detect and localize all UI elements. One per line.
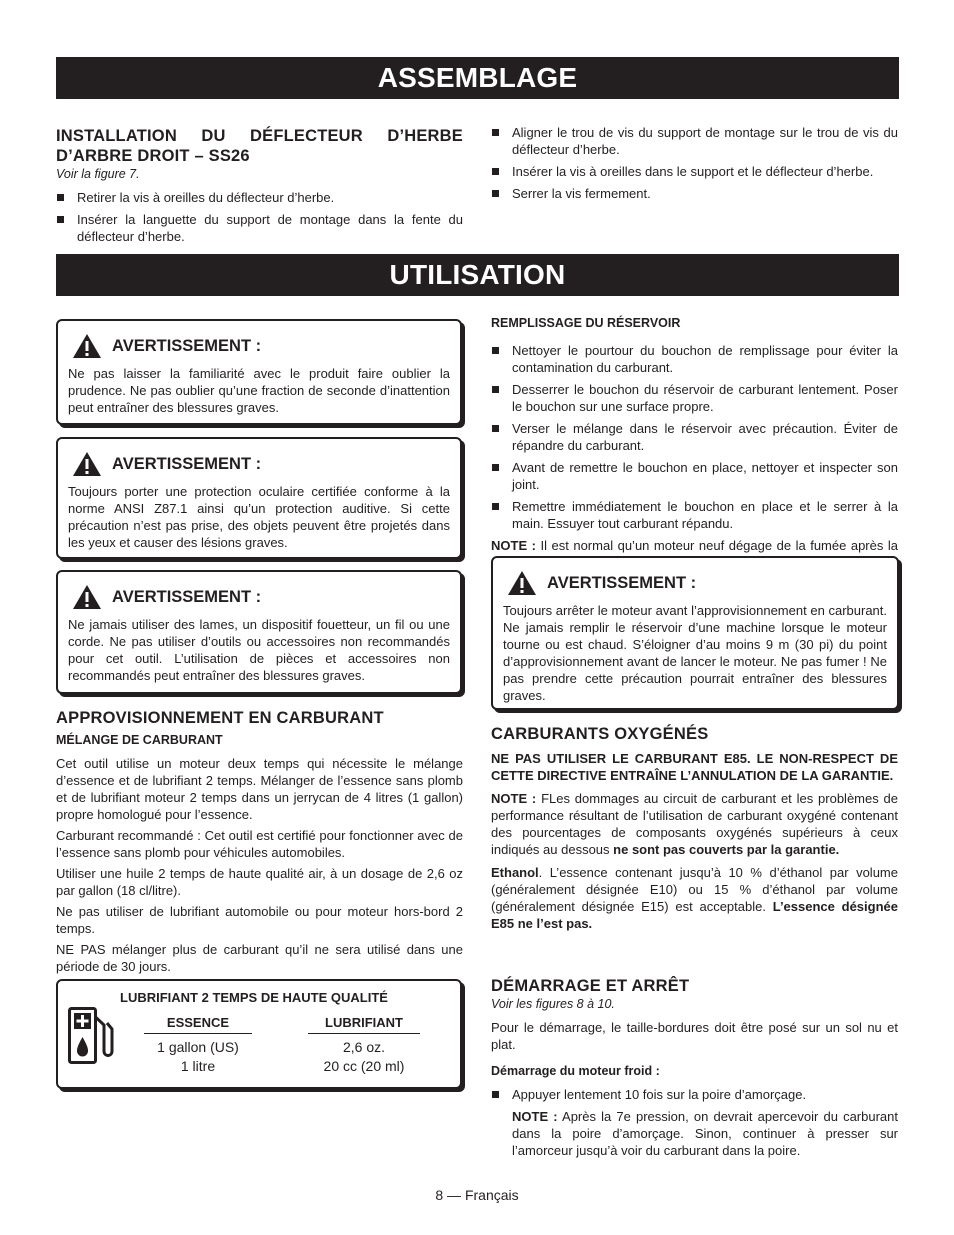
warning-box-refuel — [491, 556, 899, 710]
oxygenated-fuel-section — [491, 724, 898, 936]
oxygenated-warning: NE PAS UTILISER LE CARBURANT E85. LE NON-RESPECT DE CETTE DIRECTIVE ENTRAÎNE L’ANNULATION DE LA GARANTIE. — [491, 751, 898, 783]
utilisation-banner: UTILISATION — [56, 254, 899, 296]
oxygenated-fuel-title: CARBURANTS OXYGÉNÉS — [491, 725, 709, 743]
fuel-table-col-gasoline — [144, 1014, 252, 1076]
refill-list — [491, 342, 898, 532]
warning-title: AVERTISSEMENT : — [112, 587, 262, 606]
fuel-table-cell: 1 gallon (US) — [157, 1039, 239, 1055]
list-item: Serrer la vis fermement. — [491, 185, 898, 202]
warning-header — [68, 584, 450, 610]
assemblage-left-column — [56, 126, 463, 250]
start-figure-ref: Voir les figures 8 à 10. — [491, 997, 615, 1011]
warning-title: AVERTISSEMENT : — [547, 573, 697, 592]
ethanol-text: . L’essence contenant jusqu’à 10 % d’éthanol par volume (généralement désignée E10) ou 15 % d’éthanol par volume (généralement désignée E15) est acceptable. — [491, 865, 898, 914]
fuel-title: APPROVISIONNEMENT EN CARBURANT — [56, 709, 384, 727]
list-item: Remettre immédiatement le bouchon en place et le serrer à la main. Essuyer tout carburant répandu. — [491, 498, 898, 532]
fuel-table-col-lubricant — [308, 1014, 420, 1076]
cold-start-title: Démarrage du moteur froid : — [491, 1064, 660, 1078]
assemblage-title-line1: INSTALLATION DU DÉFLECTEUR D’HERBE — [56, 127, 463, 145]
list-item: Aligner le trou de vis du support de montage sur le trou de vis du déflecteur d’herbe. — [491, 124, 898, 158]
start-paragraph: Pour le démarrage, le taille-bordures doit être posé sur un sol nu et plat. — [491, 1020, 898, 1052]
fuel-subtitle: MÉLANGE DE CARBURANT — [56, 733, 223, 747]
warning-triangle-icon — [507, 570, 537, 596]
list-item: Insérer la vis à oreilles dans le support et le déflecteur d’herbe. — [491, 163, 898, 180]
warning-header — [68, 333, 450, 359]
refill-title: REMPLISSAGE DU RÉSERVOIR — [491, 316, 681, 330]
cold-start-note — [491, 1108, 898, 1159]
warning-box-accessories — [56, 570, 462, 694]
warning-triangle-icon — [72, 451, 102, 477]
ethanol-paragraph — [491, 864, 898, 932]
note-label: NOTE : — [491, 791, 537, 806]
note-text: Il est normal qu’un moteur neuf dégage de la fumée après la — [540, 538, 899, 553]
note-label: NOTE : — [512, 1109, 558, 1124]
fuel-paragraph: NE PAS mélanger plus de carburant qu’il ne sera utilisé dans une période de 30 jours. — [56, 942, 463, 974]
note-text: FLes dommages au circuit de carburant et les problèmes de performance résultant de l’utilisation de carburant oxygéné contenant des pourcentages de composants oxygénés supérieurs à ceux indiqués au dessous — [491, 791, 898, 857]
fuel-paragraph: Cet outil utilise un moteur deux temps qui nécessite le mélange d’essence et de lubrifiant 2 temps. Mélanger de l’essence sans plomb et de lubrifiant moteur 2 temps dans un jerrycan de 4 litres (1 gallon) propre homologué pour l’essence. — [56, 756, 463, 822]
note-bold-end: ne sont pas couverts par la garantie. — [613, 842, 840, 857]
assemblage-figure-ref: Voir la figure 7. — [56, 167, 140, 181]
fuel-table-header: ESSENCE — [144, 1014, 252, 1034]
list-item: Desserrer le bouchon du réservoir de carburant lentement. Poser le bouchon sur une surface propre. — [491, 381, 898, 415]
note-label: NOTE : — [491, 538, 536, 553]
assemblage-left-list — [56, 189, 463, 245]
warning-box-familiarity — [56, 319, 462, 425]
oxygenated-note — [491, 790, 898, 858]
warning-box-eye-protection — [56, 437, 462, 559]
assemblage-right-column — [491, 124, 898, 207]
warning-text: Toujours porter une protection oculaire certifiée conforme à la norme ANSI Z87.1 ainsi qu’un protection auditive. Si cette précaution n’est pas prise, des objets peuvent être projetés dans les yeux et causer des lésions graves. — [68, 484, 450, 550]
warning-header — [68, 451, 450, 477]
fuel-table-cell: 20 cc (20 ml) — [323, 1058, 405, 1074]
start-stop-section — [491, 976, 898, 1163]
warning-title: AVERTISSEMENT : — [112, 336, 262, 355]
list-item: Appuyer lentement 10 fois sur la poire d’amorçage. — [491, 1086, 898, 1103]
list-item: Avant de remettre le bouchon en place, nettoyer et inspecter son joint. — [491, 459, 898, 493]
list-item: Insérer la languette du support de montage dans la fente du déflecteur d’herbe. — [56, 211, 463, 245]
fuel-pump-icon — [68, 1007, 114, 1065]
list-item: Nettoyer le pourtour du bouchon de remplissage pour éviter la contamination du carburant. — [491, 342, 898, 376]
assemblage-banner: ASSEMBLAGE — [56, 57, 899, 99]
cold-start-list — [491, 1086, 898, 1103]
warning-text: Ne pas laisser la familiarité avec le produit faire oublier la prudence. Ne pas oublier qu’une fraction de seconde d’inattention peut entraîner des blessures graves. — [68, 366, 450, 415]
warning-triangle-icon — [72, 333, 102, 359]
warning-text: Toujours arrêter le moteur avant l’approvisionnement en carburant. Ne jamais remplir le réservoir d’une machine lorsque le moteur tourne ou est chaud. S’éloigner d’au moins 9 m (30 pi) du point d’approvisionnement avant de lancer le moteur. Ne pas fumer ! Ne pas prendre cette précaution pourrait entraîner des blessures graves. — [503, 603, 887, 703]
warning-triangle-icon — [72, 584, 102, 610]
fuel-paragraph: Ne pas utiliser de lubrifiant automobile ou pour moteur hors-bord 2 temps. — [56, 904, 463, 936]
page-number: 8 — Français — [435, 1187, 519, 1203]
warning-title: AVERTISSEMENT : — [112, 454, 262, 473]
assemblage-title-line2: D’ARBRE DROIT – SS26 — [56, 147, 250, 165]
warning-header — [503, 570, 887, 596]
fuel-table-cell: 2,6 oz. — [342, 1039, 386, 1055]
list-item: Verser le mélange dans le réservoir avec précaution. Éviter de répandre du carburant. — [491, 420, 898, 454]
page-footer — [0, 1187, 954, 1204]
fuel-paragraph: Utiliser une huile 2 temps de haute qualité air, à un dosage de 2,6 oz par gallon (18 cl/litre). — [56, 866, 463, 898]
warning-text: Ne jamais utiliser des lames, un dispositif fouetteur, un fil ou une corde. Ne pas utiliser d’outils ou accessoires non recommandés pour cet outil. L’utilisation de pièces et accessoires non recommandés peut entraîner des blessures graves. — [68, 617, 450, 683]
ethanol-label: Ethanol — [491, 865, 539, 880]
start-stop-title: DÉMARRAGE ET ARRÊT — [491, 977, 690, 995]
ethanol-bold-end: L’essence désignée E85 ne l’est pas. — [491, 899, 898, 931]
fuel-mix-table — [56, 979, 462, 1089]
refill-section — [491, 315, 898, 575]
fuel-paragraph: Carburant recommandé : Cet outil est certifié pour fonctionner avec de l’essence sans plomb pour véhicules automobiles. — [56, 828, 463, 860]
assemblage-title — [56, 126, 463, 166]
note-text: Après la 7e pression, on devrait apercevoir du carburant dans la poire d’amorçage. Sinon, continuer à presser sur l’amorceur jusqu’à voir du carburant dans la poire. — [512, 1109, 898, 1158]
fuel-table-title: LUBRIFIANT 2 TEMPS DE HAUTE QUALITÉ — [120, 990, 388, 1005]
fuel-section — [56, 708, 463, 979]
assemblage-right-list — [491, 124, 898, 202]
fuel-table-header: LUBRIFIANT — [308, 1014, 420, 1034]
list-item: Retirer la vis à oreilles du déflecteur d’herbe. — [56, 189, 463, 206]
fuel-table-cell: 1 litre — [180, 1058, 216, 1074]
